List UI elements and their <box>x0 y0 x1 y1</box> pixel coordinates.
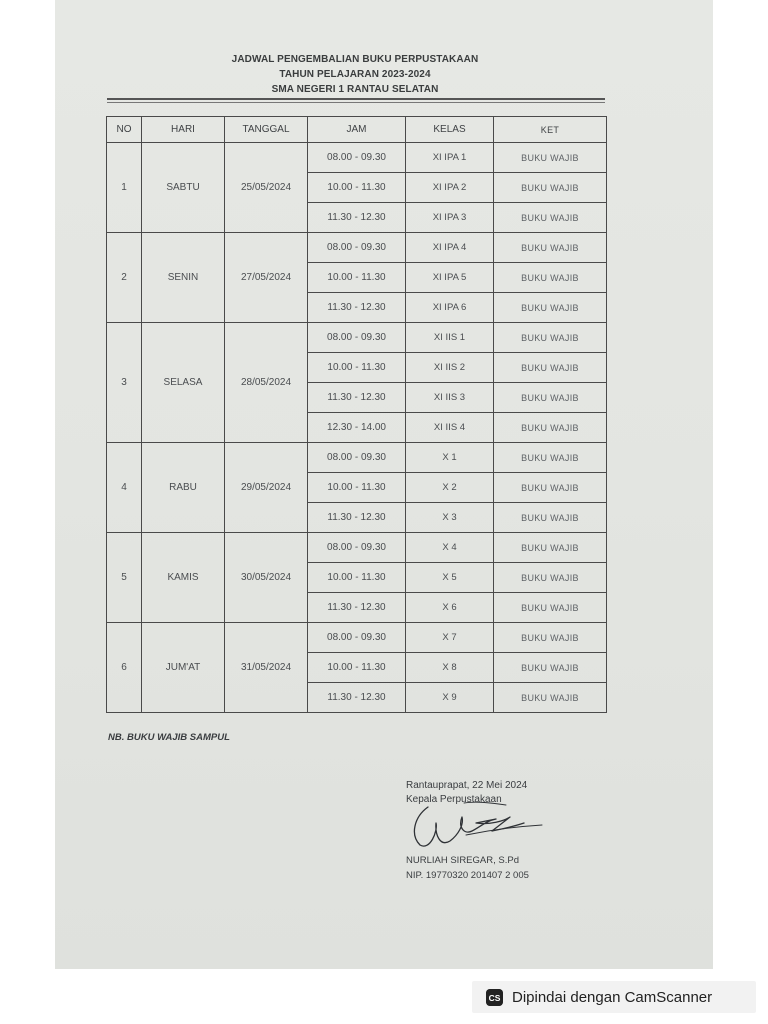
time-cell: 11.30 - 12.30 <box>308 293 406 323</box>
class-cell: XI IPA 3 <box>406 203 494 233</box>
time-cell: 10.00 - 11.30 <box>308 563 406 593</box>
document-header <box>100 52 610 97</box>
class-cell: X 9 <box>406 683 494 713</box>
time-cell: 08.00 - 09.30 <box>308 623 406 653</box>
class-cell: XI IPA 2 <box>406 173 494 203</box>
column-header-ket: KET <box>494 117 607 143</box>
note-cell: BUKU WAJIB <box>494 203 607 233</box>
table-row <box>107 443 607 473</box>
header-rule-thin <box>107 102 605 103</box>
camscanner-logo-icon <box>486 989 503 1006</box>
class-cell: X 3 <box>406 503 494 533</box>
time-cell: 11.30 - 12.30 <box>308 683 406 713</box>
note-cell: BUKU WAJIB <box>494 443 607 473</box>
return-schedule-table <box>106 116 607 713</box>
note-cell: BUKU WAJIB <box>494 593 607 623</box>
class-cell: X 4 <box>406 533 494 563</box>
class-cell: XI IPA 1 <box>406 143 494 173</box>
class-cell: X 2 <box>406 473 494 503</box>
day-number-cell: 3 <box>107 323 142 443</box>
time-cell: 08.00 - 09.30 <box>308 233 406 263</box>
class-cell: XI IPA 4 <box>406 233 494 263</box>
class-cell: X 8 <box>406 653 494 683</box>
time-cell: 11.30 - 12.30 <box>308 383 406 413</box>
note-cell: BUKU WAJIB <box>494 563 607 593</box>
day-number-cell: 2 <box>107 233 142 323</box>
day-name-cell: JUM'AT <box>142 623 225 713</box>
handwritten-signature <box>406 801 556 857</box>
table-header-row <box>107 117 607 143</box>
note-cell: BUKU WAJIB <box>494 683 607 713</box>
header-school-name: SMA NEGERI 1 RANTAU SELATAN <box>271 84 439 95</box>
time-cell: 08.00 - 09.30 <box>308 443 406 473</box>
table-body <box>107 143 607 713</box>
column-header-kelas: KELAS <box>406 117 494 143</box>
column-header-hari: HARI <box>142 117 225 143</box>
time-cell: 11.30 - 12.30 <box>308 593 406 623</box>
note-cell: BUKU WAJIB <box>494 653 607 683</box>
class-cell: XI IIS 2 <box>406 353 494 383</box>
class-cell: X 6 <box>406 593 494 623</box>
header-title: JADWAL PENGEMBALIAN BUKU PERPUSTAKAAN <box>231 54 479 65</box>
time-cell: 10.00 - 11.30 <box>308 173 406 203</box>
column-header-no: NO <box>107 117 142 143</box>
signature-place-date: Rantauprapat, 22 Mei 2024 <box>406 780 528 791</box>
note-cell: BUKU WAJIB <box>494 233 607 263</box>
header-rule-thick <box>107 98 605 100</box>
time-cell: 11.30 - 12.30 <box>308 203 406 233</box>
table-row <box>107 143 607 173</box>
note-cell: BUKU WAJIB <box>494 623 607 653</box>
camscanner-logo-text: CS <box>488 992 501 1003</box>
class-cell: X 7 <box>406 623 494 653</box>
date-cell: 27/05/2024 <box>225 233 308 323</box>
class-cell: X 1 <box>406 443 494 473</box>
time-cell: 10.00 - 11.30 <box>308 473 406 503</box>
day-name-cell: KAMIS <box>142 533 225 623</box>
signature-name: NURLIAH SIREGAR, S.Pd <box>406 855 519 866</box>
day-name-cell: RABU <box>142 443 225 533</box>
class-cell: XI IIS 3 <box>406 383 494 413</box>
class-cell: XI IPA 6 <box>406 293 494 323</box>
date-cell: 29/05/2024 <box>225 443 308 533</box>
date-cell: 30/05/2024 <box>225 533 308 623</box>
note-cell: BUKU WAJIB <box>494 263 607 293</box>
time-cell: 08.00 - 09.30 <box>308 143 406 173</box>
day-name-cell: SELASA <box>142 323 225 443</box>
column-header-tanggal: TANGGAL <box>225 117 308 143</box>
table-row <box>107 623 607 653</box>
day-number-cell: 1 <box>107 143 142 233</box>
note-cell: BUKU WAJIB <box>494 503 607 533</box>
time-cell: 08.00 - 09.30 <box>308 323 406 353</box>
header-school-year: TAHUN PELAJARAN 2023-2024 <box>279 69 431 80</box>
note-cell: BUKU WAJIB <box>494 533 607 563</box>
note-text: NB. BUKU WAJIB SAMPUL <box>108 732 230 743</box>
note-cell: BUKU WAJIB <box>494 353 607 383</box>
camscanner-text: Dipindai dengan CamScanner <box>512 988 713 1006</box>
day-name-cell: SENIN <box>142 233 225 323</box>
time-cell: 10.00 - 11.30 <box>308 263 406 293</box>
time-cell: 10.00 - 11.30 <box>308 653 406 683</box>
signature-role: Kepala Perpustakaan <box>406 794 502 805</box>
date-cell: 31/05/2024 <box>225 623 308 713</box>
note-cell: BUKU WAJIB <box>494 413 607 443</box>
note-cell: BUKU WAJIB <box>494 293 607 323</box>
note-cell: BUKU WAJIB <box>494 323 607 353</box>
note-cell: BUKU WAJIB <box>494 143 607 173</box>
date-cell: 25/05/2024 <box>225 143 308 233</box>
day-number-cell: 6 <box>107 623 142 713</box>
class-cell: X 5 <box>406 563 494 593</box>
note-cell: BUKU WAJIB <box>494 383 607 413</box>
time-cell: 10.00 - 11.30 <box>308 353 406 383</box>
table-row <box>107 323 607 353</box>
class-cell: XI IIS 1 <box>406 323 494 353</box>
day-number-cell: 5 <box>107 533 142 623</box>
table-row <box>107 533 607 563</box>
note-cell: BUKU WAJIB <box>494 173 607 203</box>
class-cell: XI IIS 4 <box>406 413 494 443</box>
column-header-jam: JAM <box>308 117 406 143</box>
signature-nip: NIP. 19770320 201407 2 005 <box>406 870 529 881</box>
day-name-cell: SABTU <box>142 143 225 233</box>
class-cell: XI IPA 5 <box>406 263 494 293</box>
camscanner-watermark <box>472 981 756 1013</box>
time-cell: 12.30 - 14.00 <box>308 413 406 443</box>
note-cell: BUKU WAJIB <box>494 473 607 503</box>
day-number-cell: 4 <box>107 443 142 533</box>
table-row <box>107 233 607 263</box>
time-cell: 11.30 - 12.30 <box>308 503 406 533</box>
date-cell: 28/05/2024 <box>225 323 308 443</box>
time-cell: 08.00 - 09.30 <box>308 533 406 563</box>
